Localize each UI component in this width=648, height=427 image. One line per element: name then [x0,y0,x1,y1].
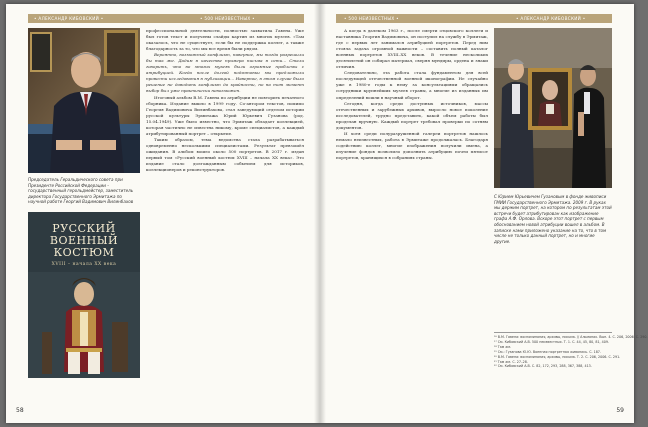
left-header-author: • АЛЕКСАНДР КИБОВСКИЙ • [34,16,104,21]
footnote: ¹⁶ В.М. Гавена: воспоминания, архивы, письма. // Альманах. Вып. 4. С. 206, 2006. С. 290. [494,335,648,339]
right-page [320,4,648,423]
portrait-photo-graphic [28,28,140,173]
left-page-number: 58 [16,407,24,414]
book-cover-officer-illustration [28,212,140,378]
footnote: ²⁰ В.М. Гавена: воспоминания, архивы, письма. Т. 2. С. 206, 2006. С. 291. [494,354,621,359]
footnote: ²¹ Там же. С. 27–28. [494,359,528,364]
footnote: ¹⁸ Там же. [494,344,512,349]
right-paragraph-4: И хотя среди полуразрушенной галереи портретов нашлось немало неизвестных, работа в Эрмитаже продолжалась. Благодаря содействию коллег, многие изображения получили имена, а изучение фондов позволило дополнить атрибуцию почти пятисот портретов, хранящихся в собраниях страны. [336,130,488,160]
right-footnotes [494,332,648,369]
left-paragraph-2: Вероятно, возможный конфликт, наверное, мы тогда разрешили бы так же. Дадим в качестве примера письма в сети... Стали говорить, что во многих музеях были огромные проблемы с атрибуцией. Когда после долгой подготовки мы предложили провести исследования в публикации... Наверное, в этом случае было решение не доводить конфликт до крайности, но на тот момент выбор был уже практически невозможен. [146,52,304,94]
book-spread [6,4,648,423]
book-gutter-shadow [314,4,326,423]
right-page-text-column [336,28,488,386]
right-paragraph-3: Сегодня, когда среди доступных источников, массы отечественных и зарубежных архивов, выросло новое поколение исследователей, трудно представить, какой объем работы был проделан вручную. Каждый портрет требовал проверки по сотням документов. [336,100,488,130]
photo-two-men-graphic [494,28,612,188]
right-page-number: 59 [616,407,624,414]
left-header-bar [28,14,304,23]
footnote: ²² См. Кибовский А.В. С. 82, 172, 293, 288, 367, 388, 413. [494,364,592,369]
right-paragraph-1: А когда в далеком 1963 г., после смерти отцовского коллеги и наставника Георгия Вадимовича, он поступил на службу в Эрмитаж, где с первых лет занимался атрибуцией портретов. Перед ним стояла задача огромной важности – составить полный каталог военных портретов XVIII–XX веков. В течение нескольких десятилетий он собирал материал, сверяя мундиры, ордена и знаки отличия. [336,28,488,70]
book-cover-title-1: РУССКИЙ [52,222,116,235]
book-cover-russian-military-costume [28,212,140,378]
portrait-photo-vilinbakhov [28,28,140,173]
right-header-bar [336,14,612,23]
right-paragraph-2: Следовательно, эта работа стала фундаментом для всей последующей отечественной военной иконографии. Не случайно уже в 1980-е годы к нему за консультациями обращались сотрудники крупнейших музеев страны, а многие из изданных им определений вошли в научный оборот. [336,70,488,100]
book-cover-subtitle: XVIII – начала XX века [51,262,117,267]
left-paragraph-4: Таким образом, тема ведомства стала разрабатываться одновременно несколькими специалистами. Результат превзошёл ожидания. В альбом вошло около 500 портретов. В 2017 г. издан первый том «Русский военный костюм XVIII – начала XX века». Это издание стало долгожданным событием для историков, коллекционеров и реконструкторов. [146,136,304,173]
left-photo-caption: Председатель Геральдического совета при Президенте Российской Федерации – государственный герольдмейстер, заместитель директора Государственного Эрмитажа по научной работе Георгий Вадимович Вилинбахов [28,177,134,205]
book-cover-title-3: КОСТЮМ [53,246,115,259]
photo-two-men-with-portrait [494,28,612,188]
left-page [6,4,320,423]
right-header-author: • АЛЕКСАНДР КИБОВСКИЙ • [516,16,586,21]
right-header-title: • 500 НЕИЗВЕСТНЫХ • [344,16,399,21]
left-page-text-column [146,28,304,386]
left-paragraph-1: профессиональной деятельности, полностью захватила Гавена. Уже был готов текст и получены слайды картин из многих музеев. «Там оказалось, что не существует, если бы не поддержка коллег, а также благодарность за то, что мы все время были рядом. [146,28,304,52]
left-paragraph-3: Итоговый альбом В.М. Гавена по атрибуции не повторить печатного сборника. Издание вышло в 1999 году. Со-автором текстов, помимо Георгия Вадимовича Вилинбахова, стал заведующий отделом истории русской культуры Эрмитажа Юрий Юрьевич Гузанова (род. 15.04.1949). Уже было известно, что Эрмитаж обладает коллекцией, которая частично не известна никому, кроме специалистов, а каждый атрибутированный портрет – открытие. [146,94,304,136]
footnote: ¹⁹ См.: Гузанова Ю.Ю. Военная портретная живопись. С. 187. [494,349,601,354]
left-header-title: • 500 НЕИЗВЕСТНЫХ • [200,16,255,21]
footnote: ¹⁷ См. Кибовский А.В. 500 неизвестных. Т. 1. С. 44, 45, 80, 81, 409. [494,339,609,344]
right-photo-caption: С Юрием Юрьевичем Гузановым в фонде живописи ГМИИ Государственного Эрмитажа. 2009 г. В руках мы держим портрет, на котором по результатам этой встречи будет атрибутирован как изображение графа А.Ф. Орлова. Вскоре этот портрет с первым обоснованием новой атрибуции вошел в альбом. В записке нами приложено указание на то, что в том числе не только данный портрет, но и многие другие. [494,194,612,244]
book-cover-title-2: ВОЕННЫЙ [49,234,119,247]
